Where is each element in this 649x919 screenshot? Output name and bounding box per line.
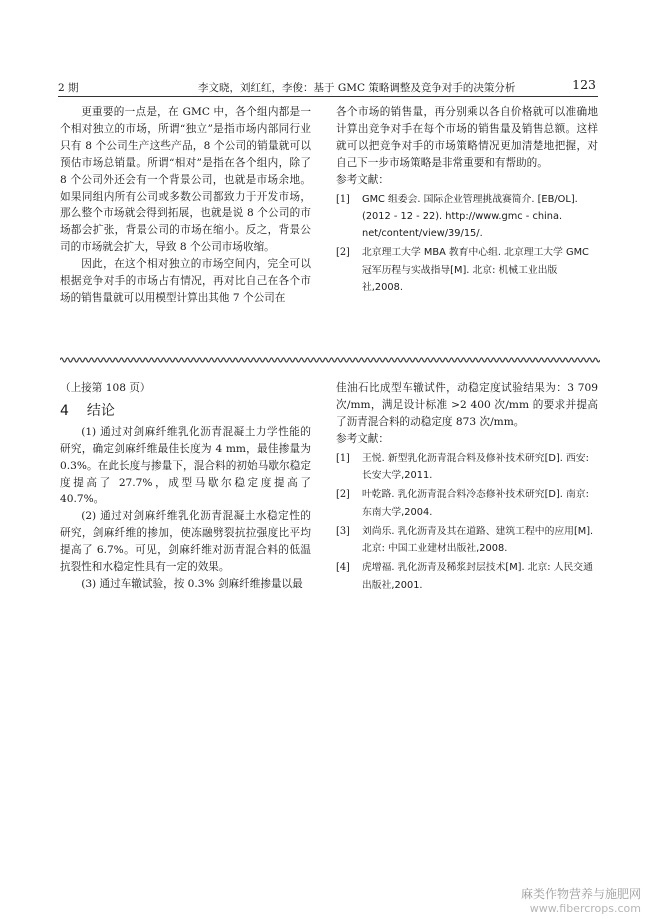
reference-text: GMC 组委会. 国际企业管理挑战赛简介. [EB/OL]. (2012 - 12 - 22). http://www.gmc - china. net/content/view/39/15/. bbox=[362, 193, 578, 240]
body-paragraph: 各个市场的销售量，再分别乘以各自价格就可以准确地计算出竞争对手在每个市场的销售量及销售总额。这样就可以把竞争对手的市场策略情况更加清楚地把握，对自己下一步市场策略是非常重要和有帮助的。 bbox=[336, 106, 598, 169]
reference-text: 王悦. 新型乳化沥青混合料及修补技术研究[D]. 西安: 长安大学,2011. bbox=[362, 452, 589, 481]
section-heading bbox=[60, 403, 311, 420]
body-paragraph: (3) 通过车辙试验，按 0.3% 剑麻纤维掺量以最 bbox=[81, 577, 303, 590]
reference-item bbox=[336, 523, 598, 558]
body-paragraph: 佳油石比成型车辙试件，动稳定度试验结果为：3 709 次/mm，满足设计标准 >2 400 次/mm 的要求并提高了沥青混合料的动稳定度 873 次/mm。 bbox=[336, 382, 598, 428]
reference-number: [1] bbox=[336, 452, 350, 464]
running-header bbox=[58, 77, 596, 96]
bottom-right-column bbox=[336, 380, 598, 594]
body-paragraph: (1) 通过对剑麻纤维乳化沥青混凝土力学性能的研究，确定剑麻纤维最佳长度为 4 mm，最佳掺量为 0.3%。在此长度与掺量下，混合料的初始马歇尔稳定度提高了 27.7%，成型马歇尔稳定度提高了 40.7%。 bbox=[60, 425, 311, 506]
reference-number: [2] bbox=[336, 247, 350, 259]
bottom-left-column bbox=[60, 380, 311, 593]
reference-number: [3] bbox=[336, 525, 350, 537]
reference-item bbox=[336, 486, 598, 521]
reference-text: 虎增福. 乳化沥青及稀浆封层技术[M]. 北京: 人民交通出版社,2001. bbox=[362, 562, 593, 591]
top-left-column bbox=[60, 104, 311, 307]
watermark-url: www.fibercrops.com bbox=[529, 902, 641, 915]
reference-number: [4] bbox=[336, 562, 350, 574]
top-right-column bbox=[336, 104, 598, 296]
reference-number: [1] bbox=[336, 193, 350, 205]
reference-text: 刘尚乐. 乳化沥青及其在道路、建筑工程中的应用[M]. 北京: 中国工业建材出版社,2008. bbox=[362, 525, 594, 555]
body-paragraph: (2) 通过对剑麻纤维乳化沥青混凝土水稳定性的研究，剑麻纤维的掺加，使冻融劈裂抗拉强度比平均提高了 6.7%。可见，剑麻纤维对沥青混合料的低温抗裂性和水稳定性具有一定的效果。 bbox=[60, 510, 311, 574]
section-title: 结论 bbox=[86, 402, 115, 419]
running-title: 李文晓，刘红红，李俊：基于 GMC 策略调整及竞争对手的决策分析 bbox=[198, 82, 516, 94]
reference-text: 叶乾路. 乳化沥青混合料冷态修补技术研究[D]. 南京: 东南大学,2004. bbox=[362, 489, 589, 518]
site-watermark bbox=[471, 885, 641, 915]
page-number: 123 bbox=[572, 77, 596, 92]
wavy-divider bbox=[60, 356, 600, 364]
body-paragraph: 更重要的一点是，在 GMC 中，各个组内都是一个相对独立的市场，所谓“独立”是指市场内部同行业只有 8 个公司生产这些产品，8 个公司的销量就可以预估市场总销量。所谓“相对”是指在各个组内，除了 8 个公司外还会有一个背景公司，也就是市场余地。如果同组内所有公司或多数公司都致力于开发市场，那么整个市场就会得到拓展，也就是说 8 个公司的市场都会扩张，背景公司的市场在缩小。反之，背景公司的市场就会扩大，导致 8 个公司市场收缩。 bbox=[60, 106, 311, 254]
reference-item bbox=[336, 244, 598, 296]
reference-item bbox=[336, 450, 598, 485]
section-number: 4 bbox=[60, 402, 69, 419]
continued-note: （上接第 108 页） bbox=[60, 382, 151, 394]
reference-item bbox=[336, 191, 598, 243]
references-heading: 参考文献： bbox=[336, 432, 389, 445]
watermark-name: 麻类作物营养与施肥网 bbox=[520, 887, 641, 901]
reference-number: [2] bbox=[336, 489, 350, 501]
reference-item bbox=[336, 559, 598, 594]
reference-text: 北京理工大学 MBA 教育中心组. 北京理工大学 GMC 冠军历程与实战指导[M]. 北京: 机械工业出版社,2008. bbox=[362, 247, 589, 294]
references-heading: 参考文献： bbox=[336, 173, 389, 186]
header-rule bbox=[58, 96, 598, 97]
body-paragraph: 因此，在这个相对独立的市场空间内，完全可以根据竞争对手的市场占有情况，再对比自己在各个市场的销售量就可以用模型计算出其他 7 个公司在 bbox=[60, 258, 311, 304]
issue-number: 2 期 bbox=[58, 82, 79, 94]
